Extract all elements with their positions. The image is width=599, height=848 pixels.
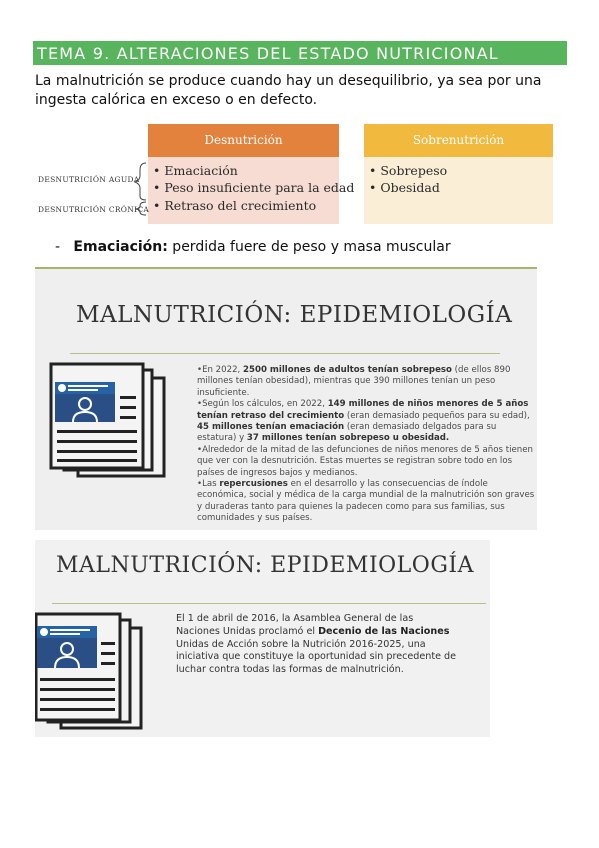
- sobrenutricion-item: • Sobrepeso: [369, 163, 448, 178]
- slide1-paragraph-1: •En 2022, 2500 millones de adultos tenían sobrepeso (de ellos 890 millones tenían obesidad), mientras que 390 millones tenían un peso insuficiente.: [197, 365, 511, 398]
- who-document-icon: [35, 612, 145, 732]
- who-document-icon: [48, 362, 168, 480]
- sobrenutricion-item: • Obesidad: [369, 180, 440, 195]
- slide1-title: MALNUTRICIÓN: EPIDEMIOLOGÍA: [76, 302, 513, 328]
- desnutricion-item: • Emaciación: [153, 163, 238, 178]
- slide-top-border: [35, 267, 537, 269]
- desnutricion-item: • Retraso del crecimiento: [153, 198, 317, 213]
- page-title: TEMA 9. ALTERACIONES DEL ESTADO NUTRICIONAL: [33, 41, 567, 65]
- slide1-body: [197, 365, 537, 525]
- slide1-paragraph-3: •Alrededor de la mitad de las defunciones de niños menores de 5 años tienen que ver con la desnutrición. Estas muertes se registran sobre todo en los países de ingresos bajos y medianos.: [197, 444, 533, 478]
- slide2-body: El 1 de abril de 2016, la Asamblea General de las Naciones Unidas proclamó el Decenio de las Naciones Unidas de Acción sobre la Nutrición 2016-2025, una iniciativa que constituye la oportunidad sin precedente de luchar contra todas las formas de malnutrición.: [176, 613, 457, 676]
- label-desnutricion-aguda: DESNUTRICIÓN AGUDA: [38, 175, 140, 184]
- definition-text: perdida fuere de peso y masa muscular: [167, 239, 451, 255]
- definition-term: Emaciación:: [73, 239, 168, 255]
- bracket-icon: [132, 160, 152, 218]
- label-desnutricion-cronica: DESNUTRICIÓN CRÓNICA: [38, 205, 150, 214]
- desnutricion-header: Desnutrición: [148, 124, 339, 157]
- intro-paragraph: La malnutrición se produce cuando hay un desequilibrio, ya sea por una ingesta calórica en exceso o en defecto.: [35, 73, 542, 108]
- dash: -: [55, 239, 61, 255]
- definition-line: [55, 238, 451, 256]
- sobrenutricion-header: Sobrenutrición: [364, 124, 553, 157]
- slide2-title: MALNUTRICIÓN: EPIDEMIOLOGÍA: [56, 553, 474, 578]
- slide1-paragraph-4: •Las repercusiones en el desarrollo y las consecuencias de índole económica, social y médica de la carga mundial de la malnutrición son graves y duraderas tanto para quienes la padecen como para sus familias, sus comunidades y sus países.: [197, 479, 535, 524]
- slide1-separator: [70, 353, 500, 354]
- slide2-separator: [52, 603, 486, 604]
- slide1-paragraph-2: •Según los cálculos, en 2022, 149 millones de niños menores de 5 años tenían retraso del crecimiento (eran demasiado pequeños para su edad), 45 millones tenían emaciación (eran demasiado delgados para su estatura) y 37 millones tenían sobrepeso u obesidad.: [197, 399, 530, 444]
- desnutricion-item: • Peso insuficiente para la edad: [153, 180, 355, 195]
